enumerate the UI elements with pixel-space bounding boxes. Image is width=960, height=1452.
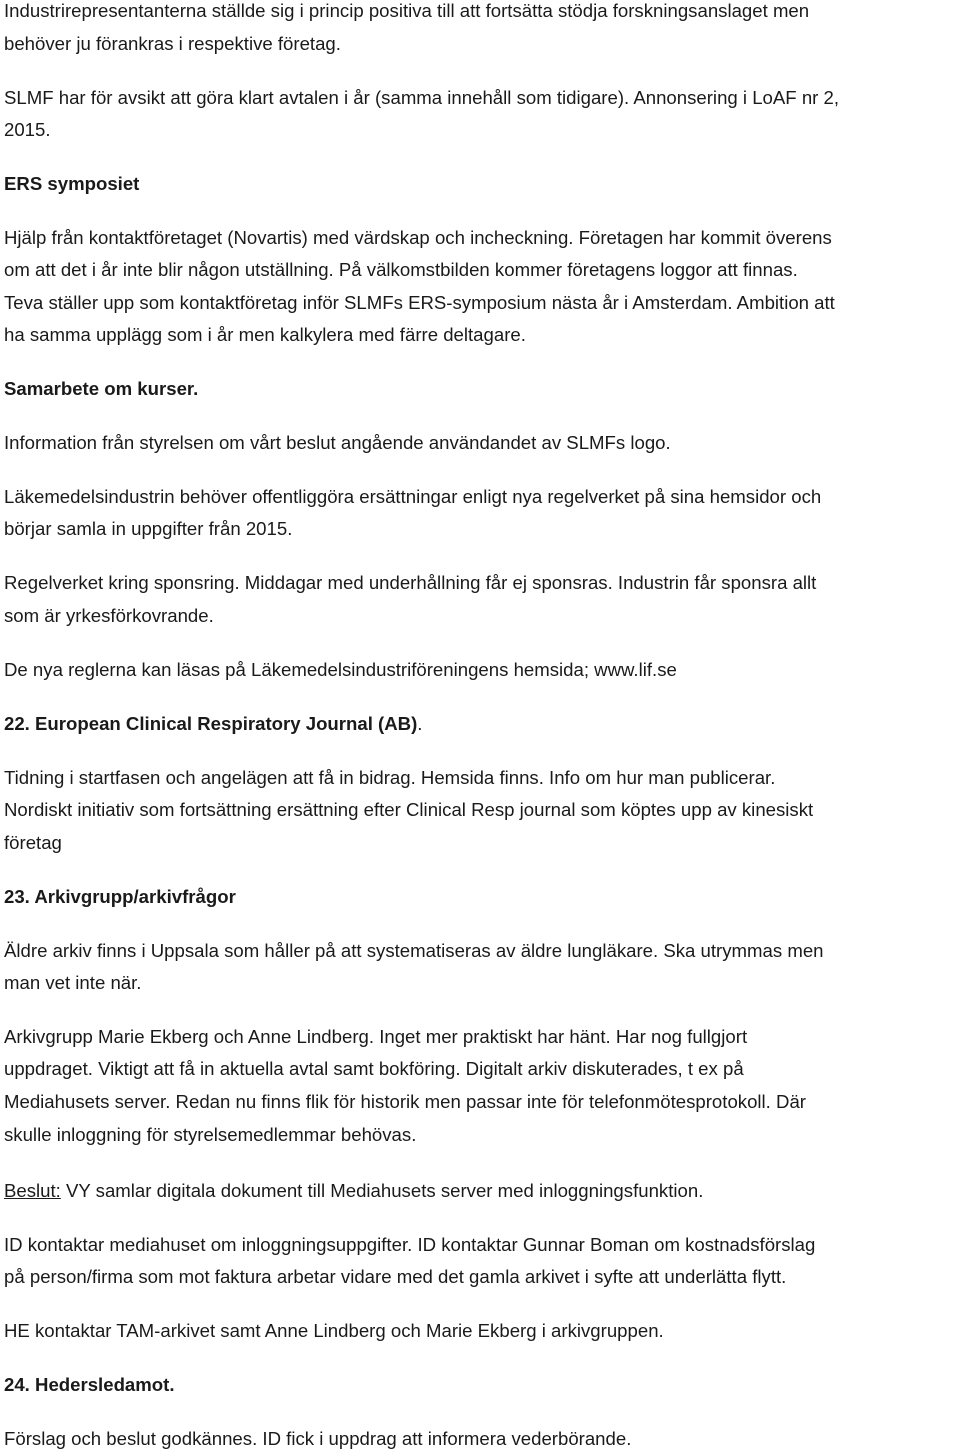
paragraph-line: 2015. xyxy=(4,119,51,140)
paragraph-line: börjar samla in uppgifter från 2015. xyxy=(4,518,293,539)
paragraph-line: Tidning i startfasen och angelägen att få in bidrag. Hemsida finns. Info om hur man publicerar. xyxy=(4,767,776,788)
paragraph-line: skulle inloggning för styrelsemedlemmar behövas. xyxy=(4,1124,417,1145)
paragraph-line: Teva ställer upp som kontaktföretag inför SLMFs ERS-symposium nästa år i Amsterdam. Ambition att xyxy=(4,292,835,313)
paragraph-line: om att det i år inte blir någon utställning. På välkomstbilden kommer företagens loggor att finnas. xyxy=(4,259,798,280)
paragraph-line: Regelverket kring sponsring. Middagar med underhållning får ej sponsras. Industrin får sponsra allt xyxy=(4,572,817,593)
paragraph-line: Industrirepresentanterna ställde sig i princip positiva till att fortsätta stödja forskningsanslaget men xyxy=(4,0,810,21)
paragraph-line: De nya reglerna kan läsas på Läkemedelsindustriföreningens hemsida; www.lif.se xyxy=(4,659,677,680)
paragraph-line: företag xyxy=(4,832,62,853)
paragraph-line: HE kontaktar TAM-arkivet samt Anne Lindberg och Marie Ekberg i arkivgruppen. xyxy=(4,1320,664,1341)
decision-label: Beslut: xyxy=(4,1180,61,1201)
paragraph-line: Äldre arkiv finns i Uppsala som håller på att systematiseras av äldre lungläkare. Ska utrymmas men xyxy=(4,940,824,961)
heading-period: . xyxy=(417,713,423,734)
decision-text: VY samlar digitala dokument till Mediahusets server med inloggningsfunktion. xyxy=(60,1180,704,1201)
paragraph-line: SLMF har för avsikt att göra klart avtalen i år (samma innehåll som tidigare). Annonsering i LoAF nr 2, xyxy=(4,87,840,108)
paragraph-line: uppdraget. Viktigt att få in aktuella avtal samt bokföring. Digitalt arkiv diskuterades, t ex på xyxy=(4,1058,744,1079)
paragraph-line: man vet inte när. xyxy=(4,972,142,993)
paragraph-line: ID kontaktar mediahuset om inloggningsuppgifter. ID kontaktar Gunnar Boman om kostnadsförslag xyxy=(4,1234,816,1255)
section-heading: Samarbete om kurser. xyxy=(4,378,199,399)
paragraph-line: ha samma upplägg som i år men kalkylera med färre deltagare. xyxy=(4,324,526,345)
paragraph-line: Information från styrelsen om vårt beslut angående användandet av SLMFs logo. xyxy=(4,432,671,453)
paragraph-line: Arkivgrupp Marie Ekberg och Anne Lindberg. Inget mer praktiskt har hänt. Har nog fullgjort xyxy=(4,1026,748,1047)
paragraph-line: Nordiskt initiativ som fortsättning ersättning efter Clinical Resp journal som köptes upp av kinesiskt xyxy=(4,799,814,820)
section-heading: 23. Arkivgrupp/arkivfrågor xyxy=(4,886,236,907)
section-heading: 24. Hedersledamot. xyxy=(4,1374,175,1395)
paragraph-line: Läkemedelsindustrin behöver offentliggöra ersättningar enligt nya regelverket på sina hemsidor och xyxy=(4,486,822,507)
paragraph-line: på person/firma som mot faktura arbetar vidare med det gamla arkivet i syfte att underlätta flytt. xyxy=(4,1266,787,1287)
paragraph-line: behöver ju förankras i respektive företag. xyxy=(4,33,341,54)
section-heading: ERS symposiet xyxy=(4,173,140,194)
paragraph-line: Förslag och beslut godkännes. ID fick i uppdrag att informera vederbörande. xyxy=(4,1428,632,1449)
decision-line xyxy=(4,1180,703,1202)
section-heading-line xyxy=(4,713,422,735)
paragraph-line: Hjälp från kontaktföretaget (Novartis) med värdskap och incheckning. Företagen har kommit överens xyxy=(4,227,832,248)
section-heading: 22. European Clinical Respiratory Journal (AB) xyxy=(4,713,418,734)
paragraph-line: Mediahusets server. Redan nu finns flik för historik men passar inte för telefonmötesprotokoll. Där xyxy=(4,1091,806,1112)
paragraph-line: som är yrkesförkovrande. xyxy=(4,605,214,626)
